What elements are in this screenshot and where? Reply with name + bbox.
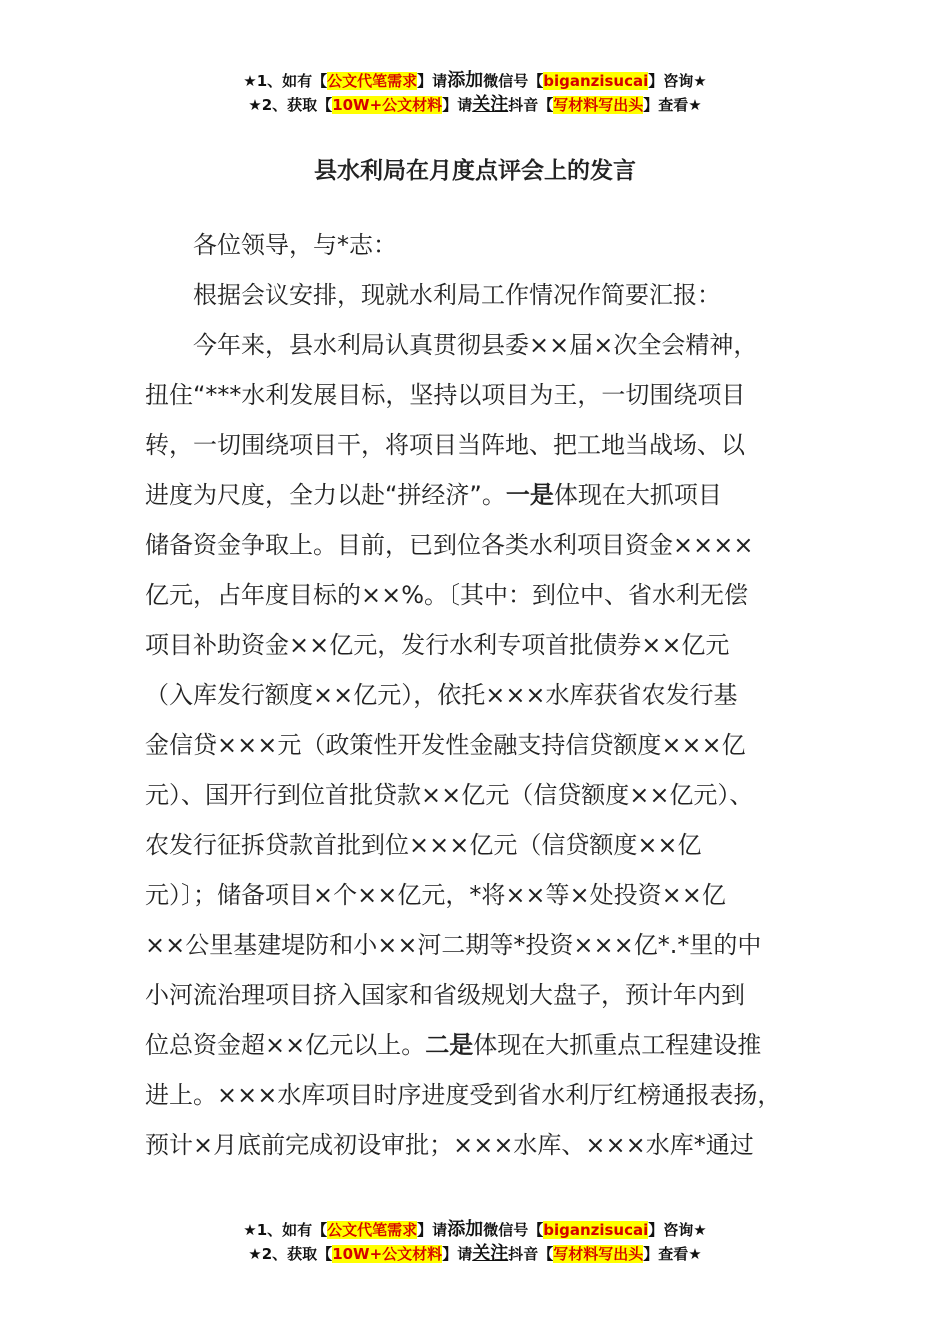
banner-line-2: ★2、获取【10W+公文材料】请关注抖音【写材料写出头】查看★ <box>248 94 702 115</box>
banner-line-1: ★1、如有【公文代笔需求】请添加微信号【biganzisucai】咨询★ <box>243 1219 707 1240</box>
body-line: 进度为尺度，全力以赴“拼经济”。一是体现在大抓项目 <box>145 481 722 509</box>
header-banner <box>0 69 950 117</box>
salutation: 各位领导，与*志： <box>193 231 397 259</box>
highlight-douyin: 写材料写出头 <box>553 96 644 114</box>
banner-line-2: ★2、获取【10W+公文材料】请关注抖音【写材料写出头】查看★ <box>248 1243 702 1264</box>
body-line: 农发行征拆贷款首批到位×××亿元（信贷额度××亿 <box>145 831 702 859</box>
body-line: 元）〕；储备项目×个××亿元，*将××等×处投资××亿 <box>145 881 726 909</box>
highlight-materials: 10W+公文材料 <box>332 96 443 114</box>
body-line: 进上。×××水库项目时序进度受到省水利厅红榜通报表扬， <box>145 1081 782 1109</box>
body-line: （入库发行额度××亿元），依托×××水库获省农发行基 <box>145 681 738 709</box>
body-line: 项目补助资金××亿元，发行水利专项首批债券××亿元 <box>145 631 730 659</box>
body-line: 元）、国开行到位首批贷款××亿元（信贷额度××亿元）、 <box>145 781 754 809</box>
body-line: 扭住“***水利发展目标，坚持以项目为王，一切围绕项目 <box>145 381 746 409</box>
body-line: 位总资金超××亿元以上。二是体现在大抓重点工程建设推 <box>145 1031 762 1059</box>
highlight-douyin: 写材料写出头 <box>553 1245 644 1263</box>
point-one-label: 一是 <box>505 481 554 509</box>
body-line: 转，一切围绕项目干，将项目当阵地、把工地当战场、以 <box>145 431 745 459</box>
banner-line-1: ★1、如有【公文代笔需求】请添加微信号【biganzisucai】咨询★ <box>243 70 707 91</box>
document-body <box>145 220 825 1170</box>
body-line: 预计×月底前完成初设审批；×××水库、×××水库*通过 <box>145 1131 754 1159</box>
body-line: 小河流治理项目挤入国家和省级规划大盘子，预计年内到 <box>145 981 745 1009</box>
highlight-service: 公文代笔需求 <box>327 72 418 90</box>
body-line: 储备资金争取上。目前，已到位各类水利项目资金×××× <box>145 531 754 559</box>
highlight-service: 公文代笔需求 <box>327 1221 418 1239</box>
body-line: ××公里基建堤防和小××河二期等*投资×××亿*.*里的中 <box>145 931 762 959</box>
footer-banner <box>0 1218 950 1266</box>
document-title: 县水利局在月度点评会上的发言 <box>314 158 636 184</box>
point-two-label: 二是 <box>425 1031 474 1059</box>
highlight-wechat-id: biganzisucai <box>543 72 649 90</box>
highlight-wechat-id: biganzisucai <box>543 1221 649 1239</box>
body-line: 亿元，占年度目标的××%。〔其中：到位中、省水利无偿 <box>145 581 749 609</box>
body-line: 金信贷×××元（政策性开发性金融支持信贷额度×××亿 <box>145 731 746 759</box>
body-line: 根据会议安排，现就水利局工作情况作简要汇报： <box>193 281 721 309</box>
body-line: 今年来，县水利局认真贯彻县委××届×次全会精神， <box>193 331 758 359</box>
highlight-materials: 10W+公文材料 <box>332 1245 443 1263</box>
